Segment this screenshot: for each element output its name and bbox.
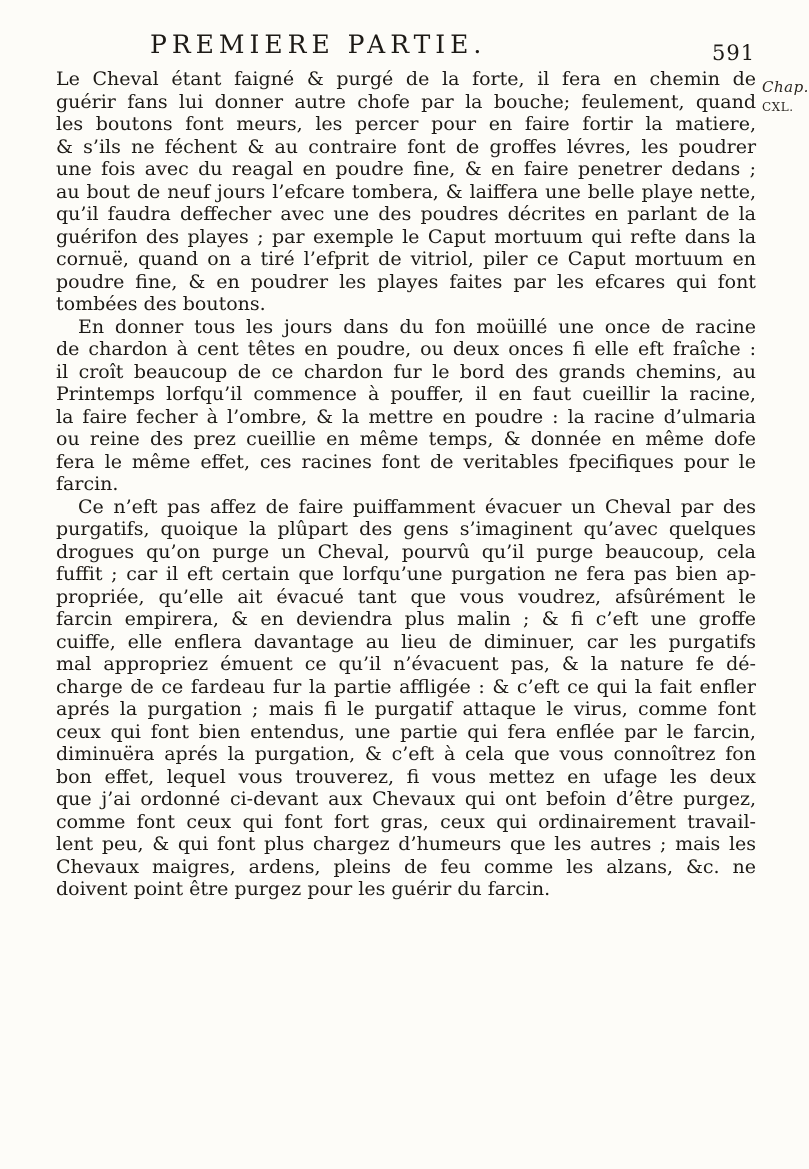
text-line-content: diminuëra aprés la purgation, & c’eft à cela que vous connoîtrez fon bbox=[56, 743, 756, 765]
text-line bbox=[56, 541, 756, 564]
text-line-content: drogues qu’on purge un Cheval, pourvû qu’il purge beaucoup, cela bbox=[56, 540, 756, 563]
text-line bbox=[56, 113, 756, 136]
text-line bbox=[56, 496, 756, 519]
text-line-content: cornuë, quand on a tiré l’efprit de vitriol, piler ce Caput mortuum en bbox=[56, 248, 757, 270]
text-line bbox=[56, 293, 756, 316]
text-line bbox=[56, 743, 756, 766]
text-line-content: Le Cheval étant faigné & purgé de la forte, il fera en chemin de bbox=[56, 68, 757, 90]
text-line-content: que j’ai ordonné ci-devant aux Chevaux qui ont befoin d’être purgez, bbox=[56, 788, 757, 810]
text-line bbox=[56, 316, 756, 339]
text-line bbox=[56, 338, 756, 361]
text-line bbox=[56, 451, 756, 474]
text-line bbox=[56, 136, 756, 159]
text-line bbox=[56, 248, 756, 271]
margin-chapter-label: Chap. bbox=[762, 78, 809, 96]
text-line-content: propriée, qu’elle ait évacué tant que vous voudrez, afsûrément le bbox=[56, 585, 756, 608]
text-line-content: poudre fine, & en poudrer les playes faites par les efcares qui font bbox=[56, 270, 756, 293]
text-line bbox=[56, 563, 756, 586]
text-line bbox=[56, 271, 756, 294]
text-line bbox=[56, 721, 756, 744]
page-number: 591 bbox=[712, 41, 756, 65]
text-line bbox=[56, 203, 756, 226]
text-line bbox=[56, 631, 756, 654]
text-line bbox=[56, 406, 756, 429]
text-line-content: tombées des boutons. bbox=[56, 293, 266, 315]
body-text bbox=[56, 68, 756, 901]
text-line bbox=[56, 856, 756, 879]
text-line-content: & s’ils ne féchent & au contraire font de groffes lévres, les poudrer bbox=[56, 135, 757, 158]
text-line-content: cuiffe, elle enflera davantage au lieu de diminuer, car les purgatifs bbox=[56, 630, 757, 653]
text-line bbox=[56, 181, 756, 204]
text-line bbox=[56, 586, 756, 609]
text-line bbox=[56, 788, 756, 811]
text-line bbox=[56, 766, 756, 789]
text-line-content: Ce n’eft pas affez de faire puiffamment évacuer un Cheval par des bbox=[78, 495, 757, 518]
text-line bbox=[56, 158, 756, 181]
text-line-content: bon effet, lequel vous trouverez, fi vous mettez en ufage les deux bbox=[56, 765, 757, 788]
text-line-content: il croît beaucoup de ce chardon fur le bord des grands chemins, au bbox=[56, 360, 757, 383]
text-line-content: fuffit ; car il eft certain que lorfqu’une purgation ne fera pas bien ap- bbox=[56, 563, 757, 585]
margin-chapter-number: CXL. bbox=[762, 100, 794, 114]
text-line bbox=[56, 68, 756, 91]
text-line-content: farcin. bbox=[56, 473, 119, 495]
text-line bbox=[56, 473, 756, 496]
text-line-content: charge de ce fardeau fur la partie affligée : & c’eft ce qui la fait enfler bbox=[56, 675, 756, 698]
text-line bbox=[56, 811, 756, 834]
text-line-content: aprés la purgation ; mais fi le purgatif attaque le virus, comme font bbox=[56, 698, 756, 720]
text-line-content: ou reine des prez cueillie en même temps, & donnée en même dofe bbox=[56, 428, 756, 450]
text-line-content: comme font ceux qui font fort gras, ceux qui ordinairement travail- bbox=[56, 810, 756, 833]
text-line-content: guérifon des playes ; par exemple le Caput mortuum qui refte dans la bbox=[56, 225, 757, 248]
text-line-content: au bout de neuf jours l’efcare tombera, & laiffera une belle playe nette, bbox=[56, 180, 757, 203]
text-line-content: Chevaux maigres, ardens, pleins de feu comme les alzans, &c. ne bbox=[56, 855, 757, 878]
text-line-content: purgatifs, quoique la plûpart des gens s’imaginent qu’avec quelques bbox=[56, 518, 757, 540]
text-line-content: farcin empirera, & en deviendra plus malin ; & fi c’eft une groffe bbox=[56, 608, 757, 630]
text-line-content: fera le même effet, ces racines font de veritables fpecifiques pour le bbox=[56, 450, 756, 473]
text-line-content: une fois avec du reagal en poudre fine, & en faire penetrer dedans ; bbox=[56, 158, 757, 180]
text-line bbox=[56, 608, 756, 631]
text-line bbox=[56, 676, 756, 699]
text-line bbox=[56, 91, 756, 114]
text-line-content: les boutons font meurs, les percer pour en faire fortir la matiere, bbox=[56, 113, 757, 135]
text-line-content: En donner tous les jours dans du fon moüillé une once de racine bbox=[78, 315, 757, 338]
text-line-content: doivent point être purgez pour les guérir du farcin. bbox=[56, 878, 551, 900]
text-line-content: mal appropriez émuent ce qu’il n’évacuent pas, & la nature fe dé- bbox=[56, 653, 756, 675]
text-line bbox=[56, 518, 756, 541]
text-line bbox=[56, 653, 756, 676]
text-line bbox=[56, 226, 756, 249]
text-line bbox=[56, 878, 756, 901]
text-line-content: guérir fans lui donner autre chofe par la bouche; feulement, quand bbox=[56, 90, 757, 113]
text-line-content: la faire fecher à l’ombre, & la mettre en poudre : la racine d’ulmaria bbox=[56, 405, 756, 428]
text-line-content: ceux qui font bien entendus, une partie qui fera enflée par le farcin, bbox=[56, 720, 756, 743]
text-line-content: lent peu, & qui font plus chargez d’humeurs que les autres ; mais les bbox=[56, 833, 757, 855]
text-line-content: qu’il faudra deffecher avec une des poudres décrites en parlant de la bbox=[56, 203, 756, 225]
text-line bbox=[56, 833, 756, 856]
text-line-content: Printemps lorfqu’il commence à pouffer, il en faut cueillir la racine, bbox=[56, 383, 756, 405]
text-line bbox=[56, 698, 756, 721]
text-line bbox=[56, 361, 756, 384]
text-line bbox=[56, 428, 756, 451]
running-head: PREMIERE PARTIE. bbox=[150, 30, 487, 59]
text-line bbox=[56, 383, 756, 406]
text-line-content: de chardon à cent têtes en poudre, ou deux onces fi elle eft fraîche : bbox=[56, 338, 757, 360]
